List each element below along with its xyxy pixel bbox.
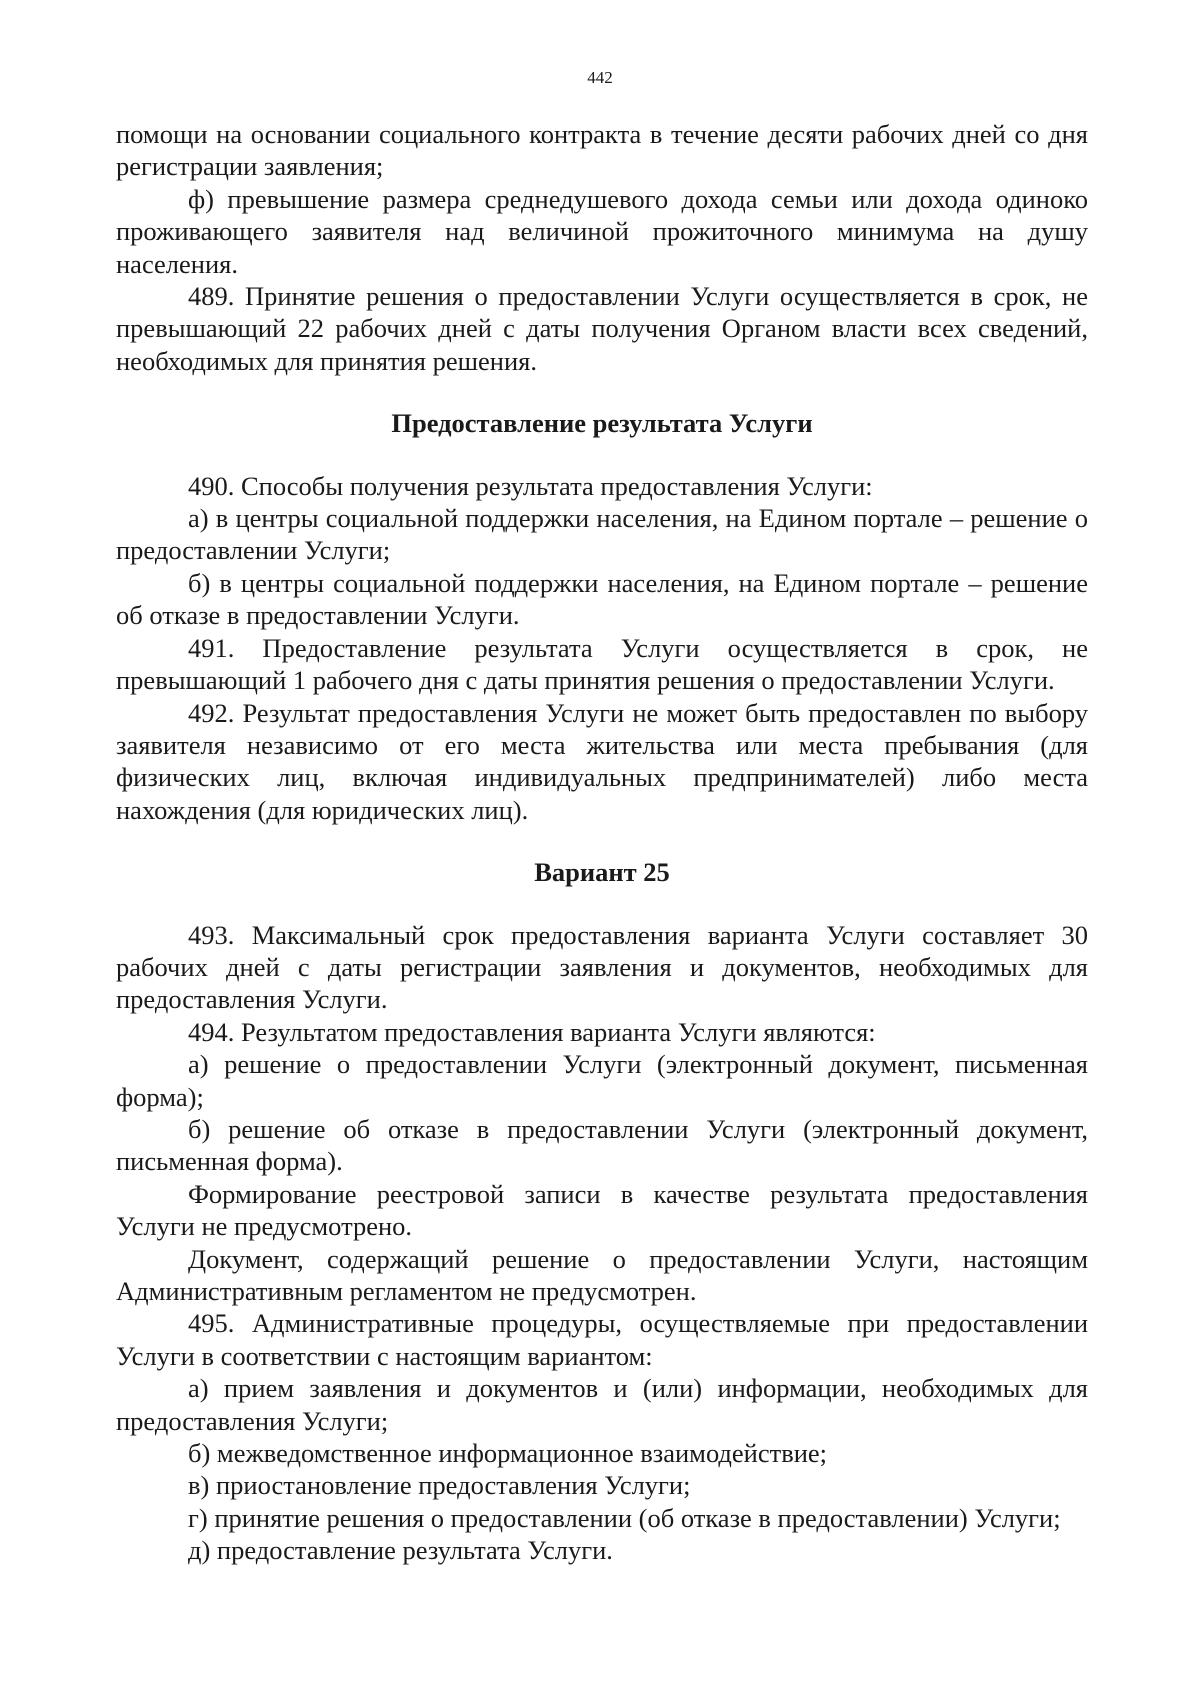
document-body xyxy=(116,118,1088,1567)
paragraph: б) в центры социальной поддержки населения, на Едином портале – решение об отказе в предоставлении Услуги. xyxy=(116,567,1088,631)
paragraph: Документ, содержащий решение о предоставлении Услуги, настоящим Административным регламентом не предусмотрен. xyxy=(116,1243,1088,1306)
paragraph: в) приостановление предоставления Услуги; xyxy=(188,1470,691,1501)
paragraph: помощи на основании социального контракта в течение десяти рабочих дней со дня регистрации заявления; xyxy=(116,119,1088,182)
paragraph: 491. Предоставление результата Услуги осуществляется в срок, не превышающий 1 рабочего дня с даты принятия решения о предоставлении Услуги. xyxy=(116,632,1088,696)
paragraph: г) принятие решения о предоставлении (об отказе в предоставлении) Услуги; xyxy=(188,1502,1061,1533)
paragraph: д) предоставление результата Услуги. xyxy=(188,1535,613,1566)
page-number: 442 xyxy=(587,68,613,87)
paragraph: 495. Административные процедуры, осуществляемые при предоставлении Услуги в соответствии с настоящим вариантом: xyxy=(116,1308,1088,1371)
paragraph: ф) превышение размера среднедушевого дохода семьи или дохода одиноко проживающего заявителя над величиной прожиточного минимума на душу населения. xyxy=(116,183,1088,279)
paragraph: а) решение о предоставлении Услуги (электронный документ, письменная форма); xyxy=(116,1049,1088,1112)
paragraph: 494. Результатом предоставления варианта Услуги являются: xyxy=(188,1016,876,1047)
paragraph: а) прием заявления и документов и (или) информации, необходимых для предоставления Услуги; xyxy=(116,1373,1088,1436)
paragraph: 490. Способы получения результата предоставления Услуги: xyxy=(188,470,873,501)
paragraph: 492. Результат предоставления Услуги не может быть предоставлен по выбору заявителя независимо от его места жительства или места пребывания (для физических лиц, включая индивидуальных предпринимателей) либо места нахождения (для юридических лиц). xyxy=(116,697,1088,825)
paragraph: 493. Максимальный срок предоставления варианта Услуги составляет 30 рабочих дней с даты регистрации заявления и документов, необходимых для предоставления Услуги. xyxy=(116,919,1088,1015)
paragraph: б) межведомственное информационное взаимодействие; xyxy=(188,1438,828,1469)
paragraph: б) решение об отказе в предоставлении Услуги (электронный документ, письменная форма). xyxy=(116,1113,1088,1177)
section-heading: Предоставление результата Услуги xyxy=(391,408,813,439)
paragraph: а) в центры социальной поддержки населения, на Едином портале – решение о предоставлении Услуги; xyxy=(116,503,1088,566)
section-heading: Вариант 25 xyxy=(534,857,670,888)
paragraph: Формирование реестровой записи в качестве результата предоставления Услуги не предусмотрено. xyxy=(116,1178,1088,1242)
paragraph: 489. Принятие решения о предоставлении Услуги осуществляется в срок, не превышающий 22 рабочих дней с даты получения Органом власти всех сведений, необходимых для принятия решения. xyxy=(116,281,1088,376)
